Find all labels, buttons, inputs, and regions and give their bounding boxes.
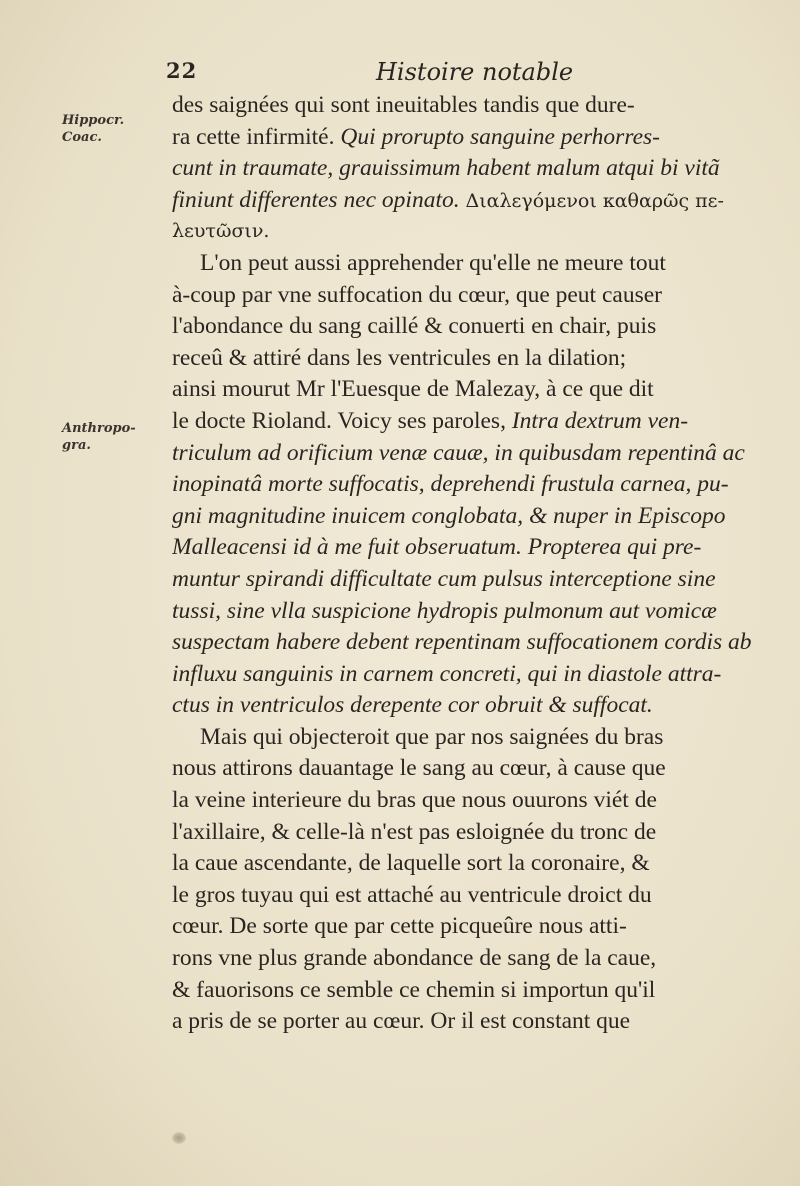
text-line: Malleacensi id à me fuit obseruatum. Propterea qui pre- bbox=[172, 534, 702, 561]
text-span: finiunt differentes nec opinato. bbox=[172, 186, 466, 213]
text-line bbox=[172, 122, 787, 154]
text-span: Qui prorupto sanguine perhorres- bbox=[340, 123, 660, 150]
margin-note-line: Coac. bbox=[62, 130, 102, 145]
text-span: ra cette infirmité. bbox=[172, 123, 341, 150]
text-line: le gros tuyau qui est attaché au ventricule droict du bbox=[172, 881, 652, 908]
text-line: cœur. De sorte que par cette picqueûre nous atti- bbox=[172, 913, 627, 940]
text-line: triculum ad orificium venæ cauæ, in quibusdam repentinâ ac bbox=[172, 439, 745, 466]
text-line: rons vne plus grande abondance de sang de la caue, bbox=[172, 945, 657, 972]
text-line: la caue ascendante, de laquelle sort la coronaire, & bbox=[172, 850, 650, 877]
text-line: receû & attiré dans les ventricules en la dilation; bbox=[172, 344, 627, 371]
margin-note-line: Anthropo- bbox=[62, 421, 136, 436]
text-line: la veine interieure du bras que nous ouurons viét de bbox=[172, 787, 657, 814]
text-line bbox=[172, 406, 787, 438]
margin-note-line: gra. bbox=[62, 438, 91, 453]
text-line: nous attirons dauantage le sang au cœur, à cause que bbox=[172, 755, 666, 782]
text-line: ctus in ventriculos derepente cor obruit & suffocat. bbox=[172, 692, 653, 719]
paper-stain bbox=[172, 1132, 186, 1144]
text-line: des saignées qui sont ineuitables tandis que dure- bbox=[172, 92, 635, 118]
text-line: muntur spirandi difficultate cum pulsus interceptione sine bbox=[172, 565, 716, 592]
text-line: Mais qui objecteroit que par nos saignées du bras bbox=[200, 723, 664, 750]
margin-note-line: Hippocr. bbox=[62, 113, 125, 128]
text-span: le docte Rioland. Voicy ses paroles, bbox=[172, 407, 512, 434]
margin-note-hippocr bbox=[62, 112, 124, 146]
text-line: gni magnitudine inuicem conglobata, & nuper in Episcopo bbox=[172, 502, 726, 529]
margin-note-anthropo bbox=[62, 420, 136, 454]
text-line: l'axillaire, & celle-là n'est pas esloignée du tronc de bbox=[172, 818, 657, 845]
page-number: 22 bbox=[166, 58, 198, 83]
text-line bbox=[172, 185, 787, 217]
running-title: Histoire notable bbox=[376, 58, 574, 86]
text-span: Διαλεγόμενοι καθαρῶς πε- bbox=[465, 189, 724, 212]
text-line: L'on peut aussi apprehender qu'elle ne meure tout bbox=[200, 249, 666, 276]
text-line: tussi, sine vlla suspicione hydropis pulmonum aut vomicæ bbox=[172, 597, 717, 624]
text-line: suspectam habere debent repentinam suffocationem cordis ab bbox=[172, 629, 752, 656]
text-line: a pris de se porter au cœur. Or il est constant que bbox=[172, 1008, 631, 1035]
text-line: influxu sanguinis in carnem concreti, qui in diastole attra- bbox=[172, 660, 722, 687]
page-header bbox=[166, 58, 786, 90]
text-line: inopinatâ morte suffocatis, deprehendi frustula carnea, pu- bbox=[172, 471, 729, 498]
text-line: λευτῶσιν. bbox=[172, 220, 270, 243]
text-line: ainsi mourut Mr l'Euesque de Malezay, à ce que dit bbox=[172, 376, 654, 403]
text-line: l'abondance du sang caillé & conuerti en chair, puis bbox=[172, 313, 657, 340]
text-line: cunt in traumate, grauissimum habent malum atqui bi vitã bbox=[172, 155, 720, 182]
body-text bbox=[172, 90, 787, 1038]
text-span: Intra dextrum ven- bbox=[511, 407, 689, 434]
text-line: & fauorisons ce semble ce chemin si importun qu'il bbox=[172, 976, 656, 1003]
text-line: à-coup par vne suffocation du cœur, que peut causer bbox=[172, 281, 662, 308]
